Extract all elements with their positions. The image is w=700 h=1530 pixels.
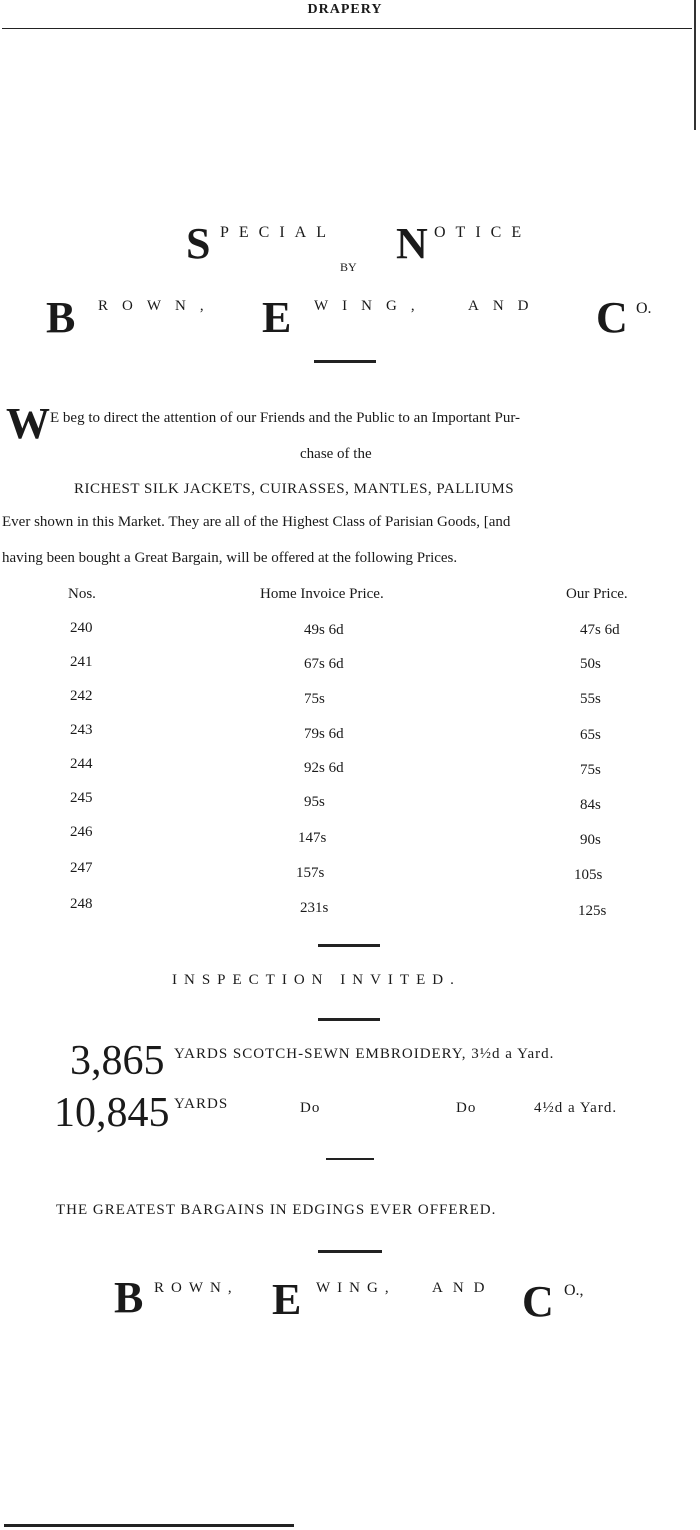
table-header-nos: Nos. xyxy=(68,586,96,602)
table-cell-ours: 55s xyxy=(580,691,601,707)
table-cell-home: 75s xyxy=(304,691,325,707)
firm-ewing-rest: WING, xyxy=(314,298,429,314)
firm-b-initial: B xyxy=(46,293,76,342)
table-cell-no: 247 xyxy=(70,860,93,876)
footer-rule xyxy=(4,1524,294,1527)
embroidery-description-1: YARDS SCOTCH-SEWN EMBROIDERY, 3½d a Yard. xyxy=(174,1046,555,1062)
table-cell-ours: 75s xyxy=(580,762,601,778)
signature-b-initial: B xyxy=(114,1273,144,1322)
intro-line-1: E beg to direct the attention of our Friends and the Public to an Important Pur- xyxy=(50,410,521,426)
table-cell-no: 242 xyxy=(70,688,93,704)
table-cell-no: 244 xyxy=(70,756,93,772)
intro-line-3: Ever shown in this Market. They are all of the Highest Class of Parisian Goods, [and xyxy=(2,514,511,530)
divider-rule xyxy=(326,1158,374,1160)
bargains-line: THE GREATEST BARGAINS IN EDGINGS EVER OFFERED. xyxy=(56,1202,497,1218)
embroidery-ditto-2: Do xyxy=(456,1100,477,1116)
signature-brown-rest: ROWN, xyxy=(154,1280,239,1296)
table-cell-ours: 84s xyxy=(580,797,601,813)
divider-rule xyxy=(318,944,380,947)
table-cell-ours: 50s xyxy=(580,656,601,672)
section-header: DRAPERY xyxy=(307,2,383,17)
signature-ewing-rest: WING, xyxy=(316,1280,396,1296)
divider-rule xyxy=(314,360,376,363)
embroidery-quantity-2: 10,845 xyxy=(54,1090,170,1136)
table-cell-ours: 47s 6d xyxy=(580,622,620,638)
embroidery-yards-2: YARDS xyxy=(174,1096,229,1112)
title-special-initial: S xyxy=(186,219,211,268)
signature-and: AND xyxy=(432,1280,495,1296)
table-cell-home: 92s 6d xyxy=(304,760,344,776)
firm-c-initial: C xyxy=(596,293,628,342)
firm-brown-rest: ROWN, xyxy=(98,298,218,314)
title-notice-initial: N xyxy=(396,219,428,268)
title-by: BY xyxy=(340,260,357,274)
table-cell-ours: 125s xyxy=(578,903,607,919)
firm-co-rest: O. xyxy=(636,300,652,317)
table-cell-ours: 65s xyxy=(580,727,601,743)
page-edge-rule xyxy=(694,0,696,130)
header-rule xyxy=(2,28,692,29)
table-header-home: Home Invoice Price. xyxy=(260,586,384,602)
table-cell-no: 243 xyxy=(70,722,93,738)
divider-rule xyxy=(318,1250,382,1253)
signature-e-initial: E xyxy=(272,1275,302,1324)
table-cell-no: 246 xyxy=(70,824,93,840)
divider-rule xyxy=(318,1018,380,1021)
embroidery-ditto-1: Do xyxy=(300,1100,321,1116)
embroidery-price-2: 4½d a Yard. xyxy=(534,1100,618,1116)
table-cell-no: 245 xyxy=(70,790,93,806)
table-cell-no: 241 xyxy=(70,654,93,670)
table-cell-home: 67s 6d xyxy=(304,656,344,672)
table-cell-home: 157s xyxy=(296,865,325,881)
title-special-rest: PECIAL xyxy=(220,224,336,241)
table-cell-home: 231s xyxy=(300,900,329,916)
table-cell-ours: 105s xyxy=(574,867,603,883)
embroidery-quantity-1: 3,865 xyxy=(70,1038,165,1084)
intro-line-4: having been bought a Great Bargain, will be offered at the following Prices. xyxy=(2,550,458,566)
signature-co-rest: O., xyxy=(564,1282,584,1299)
intro-drop-cap: W xyxy=(6,399,50,448)
table-cell-home: 95s xyxy=(304,794,325,810)
title-notice-rest: OTICE xyxy=(434,224,532,241)
signature-c-initial: C xyxy=(522,1277,554,1326)
table-cell-home: 49s 6d xyxy=(304,622,344,638)
table-cell-no: 240 xyxy=(70,620,93,636)
intro-headline: RICHEST SILK JACKETS, CUIRASSES, MANTLES, PALLIUMS xyxy=(74,481,515,497)
intro-line-2: chase of the xyxy=(300,446,372,462)
table-cell-home: 79s 6d xyxy=(304,726,344,742)
firm-e-initial: E xyxy=(262,293,292,342)
table-cell-no: 248 xyxy=(70,896,93,912)
firm-and: AND xyxy=(468,298,543,314)
table-header-ours: Our Price. xyxy=(566,586,628,602)
table-cell-ours: 90s xyxy=(580,832,601,848)
table-cell-home: 147s xyxy=(298,830,327,846)
inspection-invited: INSPECTION INVITED. xyxy=(172,972,461,988)
